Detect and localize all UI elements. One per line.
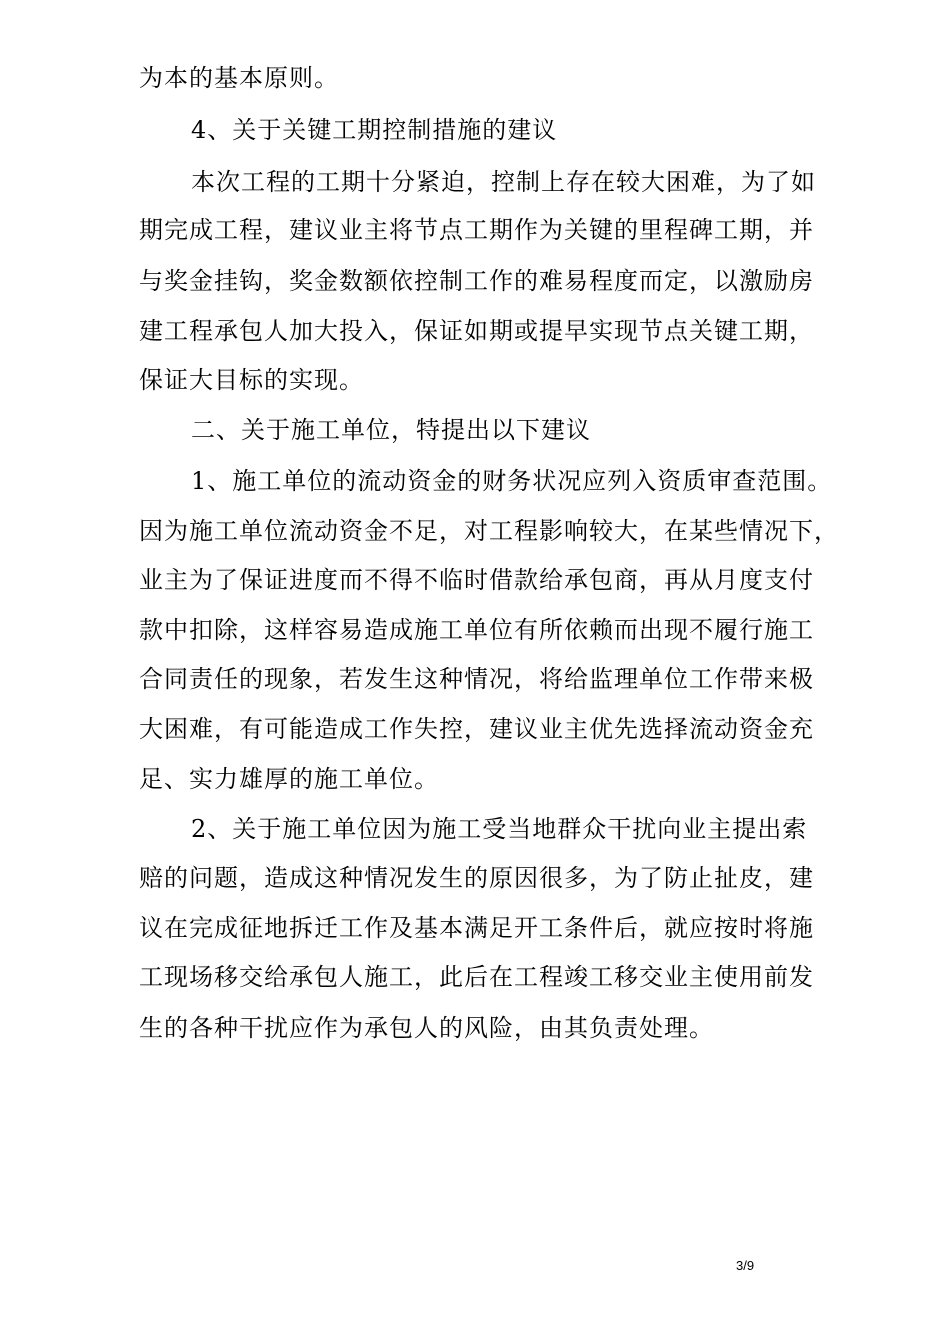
- text-line: 1、施工单位的流动资金的财务状况应列入资质审查范围。: [191, 467, 833, 495]
- text-line: 工现场移交给承包人施工，此后在工程竣工移交业主使用前发: [139, 963, 814, 991]
- text-line: 业主为了保证进度而不得不临时借款给承包商，再从月度支付: [139, 566, 814, 594]
- text-line: 生的各种干扰应作为承包人的风险，由其负责处理。: [139, 1014, 714, 1042]
- text-line: 合同责任的现象，若发生这种情况，将给监理单位工作带来极: [139, 665, 814, 693]
- text-line: 保证大目标的实现。: [139, 366, 364, 394]
- text-line: 本次工程的工期十分紧迫，控制上存在较大困难，为了如: [191, 168, 816, 196]
- text-line: 建工程承包人加大投入，保证如期或提早实现节点关键工期，: [139, 317, 814, 345]
- text-line: 因为施工单位流动资金不足，对工程影响较大，在某些情况下，: [139, 517, 839, 545]
- text-line: 期完成工程，建议业主将节点工期作为关键的里程碑工期，并: [139, 216, 814, 244]
- text-line: 为本的基本原则。: [139, 64, 339, 92]
- text-line: 2、关于施工单位因为施工受当地群众干扰向业主提出索: [191, 815, 808, 843]
- page-number: 3/9: [736, 1258, 755, 1273]
- section-heading: 4、关于关键工期控制措施的建议: [191, 116, 558, 144]
- text-line: 足、实力雄厚的施工单位。: [139, 765, 439, 793]
- text-line: 大困难，有可能造成工作失控，建议业主优先选择流动资金充: [139, 715, 814, 743]
- text-line: 与奖金挂钩，奖金数额依控制工作的难易程度而定，以激励房: [139, 267, 814, 295]
- text-line: 款中扣除，这样容易造成施工单位有所依赖而出现不履行施工: [139, 616, 814, 644]
- text-line: 议在完成征地拆迁工作及基本满足开工条件后，就应按时将施: [139, 914, 814, 942]
- section-heading: 二、关于施工单位，特提出以下建议: [191, 416, 591, 444]
- text-line: 赔的问题，造成这种情况发生的原因很多，为了防止扯皮，建: [139, 864, 814, 892]
